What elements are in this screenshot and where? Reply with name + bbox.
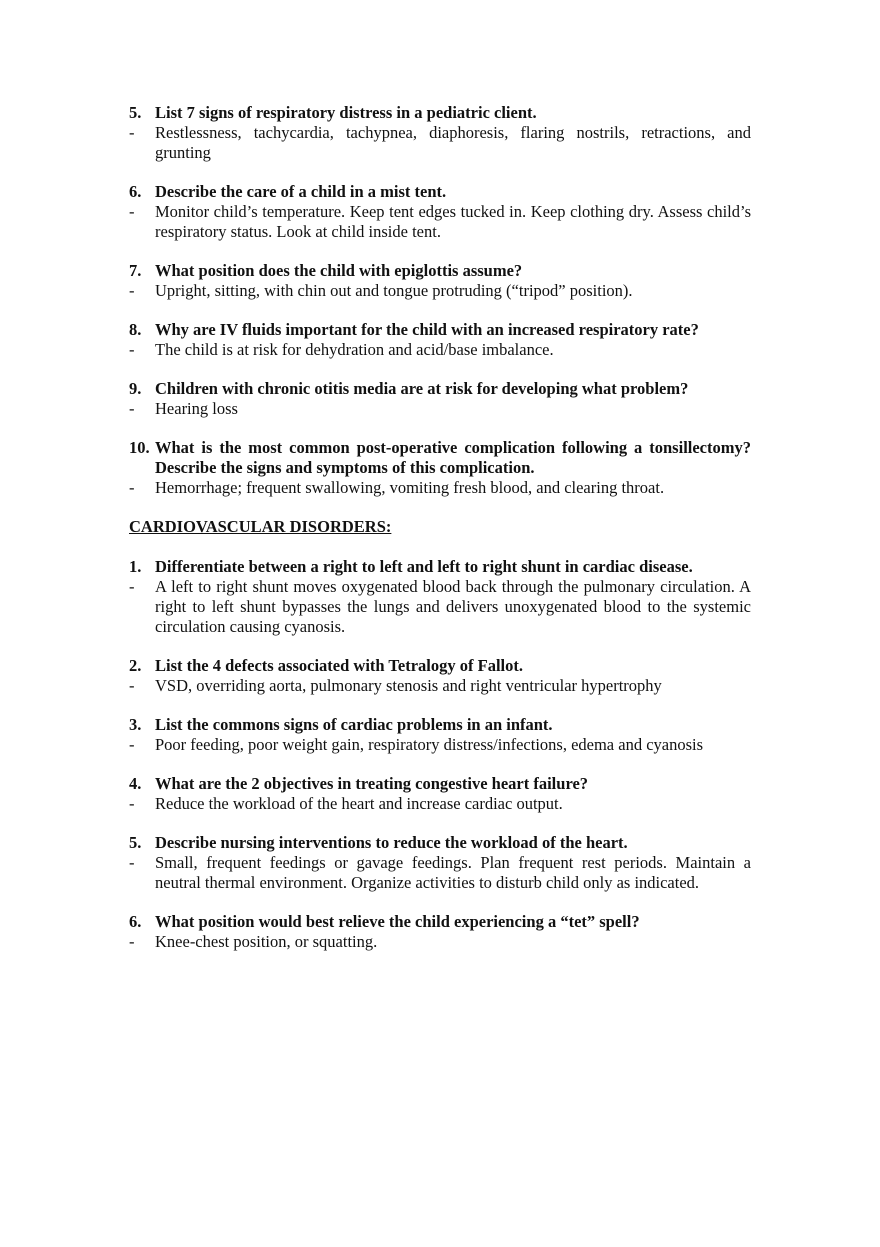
question bbox=[129, 103, 751, 123]
bullet-dash: - bbox=[129, 577, 135, 596]
question-number: 10. bbox=[129, 438, 150, 457]
question bbox=[129, 379, 751, 399]
question-number: 7. bbox=[129, 261, 142, 280]
answer-text: Poor feeding, poor weight gain, respiratory distress/infections, edema and cyanosis bbox=[155, 735, 704, 754]
question-number: 6. bbox=[129, 182, 142, 201]
qa-item bbox=[129, 379, 751, 419]
answer bbox=[129, 794, 751, 814]
question bbox=[129, 261, 751, 281]
answer bbox=[129, 202, 751, 242]
answer-text: Upright, sitting, with chin out and tongue protruding (“tripod” position). bbox=[155, 281, 633, 300]
bullet-dash: - bbox=[129, 853, 135, 872]
answer-text: Reduce the workload of the heart and increase cardiac output. bbox=[155, 794, 563, 813]
question bbox=[129, 182, 751, 202]
answer bbox=[129, 399, 751, 419]
qa-item bbox=[129, 320, 751, 360]
bullet-dash: - bbox=[129, 676, 135, 695]
question-number: 4. bbox=[129, 774, 142, 793]
answer bbox=[129, 340, 751, 360]
question-text: What are the 2 objectives in treating congestive heart failure? bbox=[155, 774, 589, 793]
qa-item bbox=[129, 182, 751, 242]
question-number: 8. bbox=[129, 320, 142, 339]
question-text: List the 4 defects associated with Tetralogy of Fallot. bbox=[155, 656, 524, 675]
question-text: What position would best relieve the child experiencing a “tet” spell? bbox=[155, 912, 640, 931]
qa-item bbox=[129, 438, 751, 498]
question bbox=[129, 833, 751, 853]
qa-item bbox=[129, 833, 751, 893]
answer bbox=[129, 735, 751, 755]
bullet-dash: - bbox=[129, 340, 135, 359]
bullet-dash: - bbox=[129, 478, 135, 497]
question-text: List the commons signs of cardiac problems in an infant. bbox=[155, 715, 553, 734]
question bbox=[129, 656, 751, 676]
qa-item bbox=[129, 774, 751, 814]
bullet-dash: - bbox=[129, 794, 135, 813]
answer-text: Small, frequent feedings or gavage feedings. Plan frequent rest periods. Maintain a neutral thermal environment. Organize activities to disturb child only as indicated. bbox=[155, 853, 751, 892]
question-text: What is the most common post-operative complication following a tonsillectomy? Describe the signs and symptoms of this complication. bbox=[155, 438, 751, 477]
answer-text: Restlessness, tachycardia, tachypnea, diaphoresis, flaring nostrils, retractions, and grunting bbox=[155, 123, 751, 162]
bullet-dash: - bbox=[129, 123, 135, 142]
qa-item bbox=[129, 261, 751, 301]
question bbox=[129, 320, 751, 340]
question bbox=[129, 912, 751, 932]
question-number: 1. bbox=[129, 557, 142, 576]
question-number: 2. bbox=[129, 656, 142, 675]
question-text: List 7 signs of respiratory distress in a pediatric client. bbox=[155, 103, 537, 122]
qa-item bbox=[129, 656, 751, 696]
bullet-dash: - bbox=[129, 735, 135, 754]
bullet-dash: - bbox=[129, 399, 135, 418]
answer bbox=[129, 853, 751, 893]
question-number: 9. bbox=[129, 379, 142, 398]
answer bbox=[129, 123, 751, 163]
question-number: 5. bbox=[129, 103, 142, 122]
answer-text: VSD, overriding aorta, pulmonary stenosis and right ventricular hypertrophy bbox=[155, 676, 662, 695]
question-text: What position does the child with epiglottis assume? bbox=[155, 261, 523, 280]
answer-text: Hearing loss bbox=[155, 399, 238, 418]
question-number: 6. bbox=[129, 912, 142, 931]
answer bbox=[129, 478, 751, 498]
document-page bbox=[129, 103, 751, 971]
question bbox=[129, 774, 751, 794]
qa-item bbox=[129, 557, 751, 637]
qa-item bbox=[129, 103, 751, 163]
answer bbox=[129, 281, 751, 301]
section-heading: CARDIOVASCULAR DISORDERS: bbox=[129, 517, 392, 536]
answer-text: Monitor child’s temperature. Keep tent edges tucked in. Keep clothing dry. Assess child’s respiratory status. Look at child inside tent. bbox=[155, 202, 751, 241]
answer-text: Hemorrhage; frequent swallowing, vomiting fresh blood, and clearing throat. bbox=[155, 478, 665, 497]
answer bbox=[129, 932, 751, 952]
question-text: Describe nursing interventions to reduce the workload of the heart. bbox=[155, 833, 628, 852]
bullet-dash: - bbox=[129, 932, 135, 951]
answer-text: The child is at risk for dehydration and acid/base imbalance. bbox=[155, 340, 554, 359]
bullet-dash: - bbox=[129, 202, 135, 221]
question-text: Differentiate between a right to left and left to right shunt in cardiac disease. bbox=[155, 557, 693, 576]
answer-text: Knee-chest position, or squatting. bbox=[155, 932, 378, 951]
question-number: 3. bbox=[129, 715, 142, 734]
bullet-dash: - bbox=[129, 281, 135, 300]
question-number: 5. bbox=[129, 833, 142, 852]
qa-item bbox=[129, 912, 751, 952]
question-text: Describe the care of a child in a mist tent. bbox=[155, 182, 447, 201]
question-text: Why are IV fluids important for the child with an increased respiratory rate? bbox=[155, 320, 699, 339]
answer bbox=[129, 577, 751, 637]
question bbox=[129, 715, 751, 735]
question bbox=[129, 438, 751, 478]
qa-item bbox=[129, 715, 751, 755]
answer-text: A left to right shunt moves oxygenated blood back through the pulmonary circulation. A right to left shunt bypasses the lungs and delivers unoxygenated blood to the systemic circulation causing cyanosis. bbox=[155, 577, 751, 636]
question-text: Children with chronic otitis media are at risk for developing what problem? bbox=[155, 379, 689, 398]
answer bbox=[129, 676, 751, 696]
question bbox=[129, 557, 751, 577]
